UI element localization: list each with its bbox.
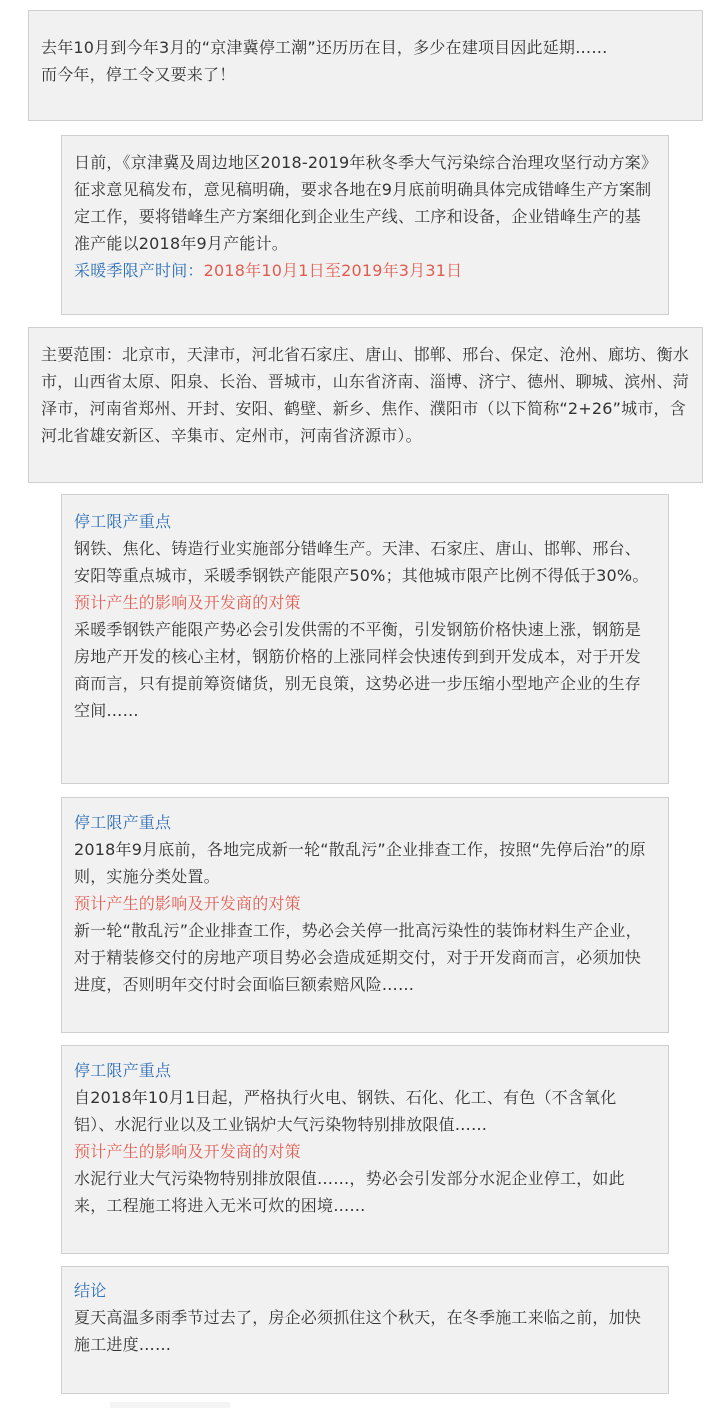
heating-period-value: 2018年10月1日至2019年3月31日 [203, 261, 463, 280]
impact-text: 采暖季钢铁产能限产势必会引发供需的不平衡，引发钢筋价格快速上涨，钢筋是房地产开发的核心主材，钢筋价格的上涨同样会快速传到到开发成本，对于开发商而言，只有提前筹资储货，别无良策，这势必进一步压缩小型地产企业的生存空间…… [74, 620, 642, 720]
section-heading: 停工限产重点 [74, 512, 172, 531]
conclusion-box [61, 1266, 669, 1394]
intro-line-2: 而今年，停工令又要来了！ [41, 65, 236, 84]
section-heading: 停工限产重点 [74, 813, 172, 832]
notice-text: 日前，《京津冀及周边地区2018-2019年秋冬季大气污染综合治理攻坚行动方案》征求意见稿发布，意见稿明确，要求各地在9月底前明确具体完成错峰生产方案制定工作，要将错峰生产方案细化到企业生产线、工序和设备，企业错峰生产的基准产能以2018年9月产能计。 [74, 153, 652, 253]
impact-text: 新一轮“散乱污”企业排查工作，势必会关停一批高污染性的装饰材料生产企业，对于精装修交付的房地产项目势必会造成延期交付，对于开发商而言，必须加快进度，否则明年交付时会面临巨额索赔风险…… [74, 921, 642, 994]
scope-text: 主要范围：北京市，天津市，河北省石家庄、唐山、邯郸、邢台、保定、沧州、廊坊、衡水市，山西省太原、阳泉、长治、晋城市，山东省济南、淄博、济宁、德州、聊城、滨州、菏泽市，河南省郑州、开封、安阳、鹤壁、新乡、焦作、濮阳市（以下简称“2+26”城市，含河北省雄安新区、辛集市、定州市，河南省济源市）。 [41, 345, 690, 445]
section-focus: 钢铁、焦化、铸造行业实施部分错峰生产。天津、石家庄、唐山、邯郸、邢台、安阳等重点城市，采暖季钢铁产能限产50%；其他城市限产比例不得低于30%。 [74, 539, 649, 585]
heating-period-label: 采暖季限产时间： [74, 261, 204, 280]
intro-line-1: 去年10月到今年3月的“京津冀停工潮”还历历在目，多少在建项目因此延期…… [41, 38, 608, 57]
section-box [61, 494, 669, 784]
section-heading: 停工限产重点 [74, 1061, 172, 1080]
notice-box [61, 135, 669, 315]
bottom-divider [110, 1402, 230, 1408]
impact-heading: 预计产生的影响及开发商的对策 [74, 1142, 301, 1161]
conclusion-heading: 结论 [74, 1281, 107, 1300]
section-focus: 自2018年10月1日起，严格执行火电、钢铁、石化、化工、有色（不含氧化铝）、水泥行业以及工业锅炉大气污染物特别排放限值…… [74, 1088, 617, 1134]
heating-period [74, 257, 654, 284]
section-focus: 2018年9月底前，各地完成新一轮“散乱污”企业排查工作，按照“先停后治”的原则，实施分类处置。 [74, 840, 646, 886]
scope-box [28, 327, 703, 483]
impact-text: 水泥行业大气污染物特别排放限值……，势必会引发部分水泥企业停工，如此来，工程施工将进入无米可炊的困境…… [74, 1169, 625, 1215]
section-box [61, 1045, 669, 1254]
impact-heading: 预计产生的影响及开发商的对策 [74, 894, 301, 913]
conclusion-text: 夏天高温多雨季节过去了，房企必须抓住这个秋天，在冬季施工来临之前，加快施工进度…… [74, 1308, 642, 1354]
intro-box [28, 10, 703, 121]
impact-heading: 预计产生的影响及开发商的对策 [74, 593, 301, 612]
section-box [61, 797, 669, 1033]
